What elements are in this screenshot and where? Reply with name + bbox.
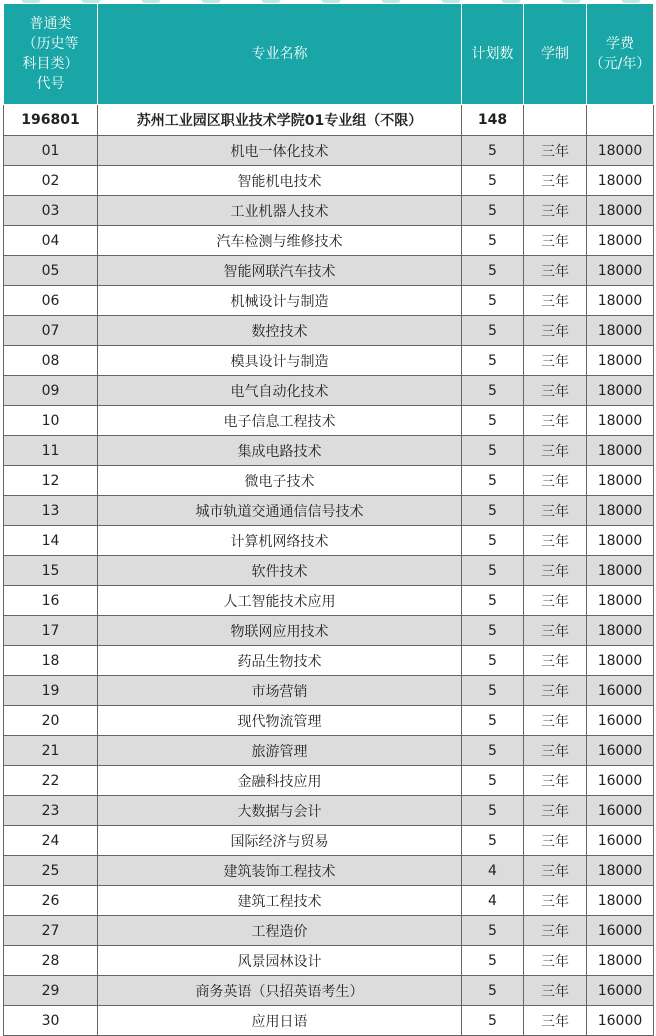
cell-fee: 18000 (587, 946, 654, 976)
cell-plan: 5 (462, 946, 524, 976)
cell-plan: 5 (462, 616, 524, 646)
cell-duration: 三年 (524, 826, 587, 856)
cell-code: 07 (4, 316, 98, 346)
cell-duration: 三年 (524, 166, 587, 196)
cell-fee: 16000 (587, 1006, 654, 1036)
cell-fee: 18000 (587, 166, 654, 196)
cell-name: 汽车检测与维修技术 (98, 226, 462, 256)
cell-duration: 三年 (524, 706, 587, 736)
cell-code: 18 (4, 646, 98, 676)
cell-duration: 三年 (524, 796, 587, 826)
table-row (4, 616, 654, 646)
cell-name: 电气自动化技术 (98, 376, 462, 406)
table-row (4, 436, 654, 466)
cell-fee: 18000 (587, 256, 654, 286)
cell-plan: 5 (462, 376, 524, 406)
cell-fee: 18000 (587, 586, 654, 616)
cell-plan: 5 (462, 316, 524, 346)
table-row (4, 796, 654, 826)
cell-code: 27 (4, 916, 98, 946)
table-row (4, 166, 654, 196)
cell-duration: 三年 (524, 466, 587, 496)
table-row (4, 856, 654, 886)
cell-plan: 4 (462, 886, 524, 916)
cell-duration: 三年 (524, 136, 587, 166)
group-duration (524, 105, 587, 136)
cell-name: 商务英语（只招英语考生） (98, 976, 462, 1006)
cell-plan: 5 (462, 796, 524, 826)
table-row (4, 946, 654, 976)
cell-plan: 5 (462, 826, 524, 856)
cell-name: 建筑装饰工程技术 (98, 856, 462, 886)
table-row (4, 886, 654, 916)
cell-plan: 5 (462, 526, 524, 556)
cell-duration: 三年 (524, 406, 587, 436)
cell-plan: 5 (462, 586, 524, 616)
cell-plan: 5 (462, 406, 524, 436)
cell-name: 人工智能技术应用 (98, 586, 462, 616)
cell-name: 物联网应用技术 (98, 616, 462, 646)
cell-duration: 三年 (524, 946, 587, 976)
cell-name: 旅游管理 (98, 736, 462, 766)
cell-code: 08 (4, 346, 98, 376)
cell-code: 24 (4, 826, 98, 856)
cell-fee: 18000 (587, 226, 654, 256)
cell-plan: 5 (462, 286, 524, 316)
cell-code: 28 (4, 946, 98, 976)
group-plan: 148 (462, 105, 524, 136)
cell-duration: 三年 (524, 196, 587, 226)
table-row (4, 526, 654, 556)
table-row (4, 1006, 654, 1036)
cell-code: 12 (4, 466, 98, 496)
cell-code: 25 (4, 856, 98, 886)
cell-plan: 5 (462, 916, 524, 946)
cell-duration: 三年 (524, 496, 587, 526)
cell-code: 13 (4, 496, 98, 526)
cell-name: 机械设计与制造 (98, 286, 462, 316)
table-row (4, 316, 654, 346)
cell-code: 02 (4, 166, 98, 196)
cell-plan: 5 (462, 676, 524, 706)
table-row (4, 916, 654, 946)
cell-name: 工业机器人技术 (98, 196, 462, 226)
table-row (4, 256, 654, 286)
cell-duration: 三年 (524, 916, 587, 946)
header-name: 专业名称 (98, 4, 462, 105)
cell-name: 金融科技应用 (98, 766, 462, 796)
cell-duration: 三年 (524, 646, 587, 676)
cell-name: 智能网联汽车技术 (98, 256, 462, 286)
cell-fee: 18000 (587, 316, 654, 346)
cell-fee: 18000 (587, 466, 654, 496)
table-row (4, 826, 654, 856)
cell-name: 智能机电技术 (98, 166, 462, 196)
cell-name: 药品生物技术 (98, 646, 462, 676)
cell-code: 23 (4, 796, 98, 826)
cell-fee: 18000 (587, 436, 654, 466)
cell-fee: 18000 (587, 556, 654, 586)
cell-duration: 三年 (524, 556, 587, 586)
cell-plan: 5 (462, 736, 524, 766)
cell-plan: 5 (462, 976, 524, 1006)
cell-plan: 5 (462, 646, 524, 676)
cell-plan: 5 (462, 436, 524, 466)
cell-name: 工程造价 (98, 916, 462, 946)
group-fee (587, 105, 654, 136)
header-duration: 学制 (524, 4, 587, 105)
cell-fee: 18000 (587, 286, 654, 316)
cell-name: 机电一体化技术 (98, 136, 462, 166)
cell-duration: 三年 (524, 346, 587, 376)
cell-code: 29 (4, 976, 98, 1006)
table-row (4, 976, 654, 1006)
cell-duration: 三年 (524, 586, 587, 616)
table-row (4, 406, 654, 436)
cell-plan: 5 (462, 496, 524, 526)
cell-name: 集成电路技术 (98, 436, 462, 466)
table-row (4, 586, 654, 616)
cell-duration: 三年 (524, 316, 587, 346)
cell-duration: 三年 (524, 376, 587, 406)
majors-table (3, 3, 654, 1036)
header-code-label: 普通类 （历史等 科目类） 代号 (22, 16, 79, 92)
cell-fee: 18000 (587, 346, 654, 376)
cell-plan: 5 (462, 196, 524, 226)
cell-fee: 18000 (587, 406, 654, 436)
table-row (4, 676, 654, 706)
header-plan: 计划数 (462, 4, 524, 105)
header-row (4, 4, 654, 105)
cell-code: 05 (4, 256, 98, 286)
cell-code: 30 (4, 1006, 98, 1036)
cell-name: 软件技术 (98, 556, 462, 586)
table-row (4, 196, 654, 226)
table-row (4, 646, 654, 676)
cell-code: 17 (4, 616, 98, 646)
table-row (4, 706, 654, 736)
cell-code: 04 (4, 226, 98, 256)
table-row (4, 136, 654, 166)
group-code: 196801 (4, 105, 98, 136)
cell-name: 城市轨道交通通信信号技术 (98, 496, 462, 526)
cell-fee: 18000 (587, 196, 654, 226)
cell-fee: 16000 (587, 736, 654, 766)
table-row (4, 556, 654, 586)
cell-code: 14 (4, 526, 98, 556)
table-row (4, 466, 654, 496)
group-row (4, 105, 654, 136)
cell-fee: 18000 (587, 496, 654, 526)
table-row (4, 766, 654, 796)
cell-name: 微电子技术 (98, 466, 462, 496)
cell-duration: 三年 (524, 1006, 587, 1036)
table-row (4, 286, 654, 316)
cell-name: 市场营销 (98, 676, 462, 706)
cell-fee: 16000 (587, 796, 654, 826)
cell-name: 计算机网络技术 (98, 526, 462, 556)
cell-code: 26 (4, 886, 98, 916)
cell-plan: 5 (462, 346, 524, 376)
cell-duration: 三年 (524, 226, 587, 256)
table-row (4, 736, 654, 766)
cell-code: 10 (4, 406, 98, 436)
cell-code: 20 (4, 706, 98, 736)
table-row (4, 226, 654, 256)
cell-fee: 16000 (587, 766, 654, 796)
cell-duration: 三年 (524, 856, 587, 886)
header-code (4, 4, 98, 105)
cell-duration: 三年 (524, 976, 587, 1006)
cell-duration: 三年 (524, 256, 587, 286)
cell-code: 21 (4, 736, 98, 766)
cell-code: 09 (4, 376, 98, 406)
cell-plan: 5 (462, 136, 524, 166)
cell-name: 电子信息工程技术 (98, 406, 462, 436)
cell-fee: 16000 (587, 976, 654, 1006)
cell-duration: 三年 (524, 886, 587, 916)
cell-name: 大数据与会计 (98, 796, 462, 826)
cell-fee: 18000 (587, 616, 654, 646)
cell-code: 11 (4, 436, 98, 466)
cell-plan: 5 (462, 166, 524, 196)
cell-code: 19 (4, 676, 98, 706)
cell-fee: 16000 (587, 916, 654, 946)
cell-duration: 三年 (524, 526, 587, 556)
cell-plan: 5 (462, 706, 524, 736)
cell-plan: 5 (462, 226, 524, 256)
cell-fee: 18000 (587, 646, 654, 676)
cell-code: 01 (4, 136, 98, 166)
cell-fee: 16000 (587, 676, 654, 706)
cell-code: 03 (4, 196, 98, 226)
cell-code: 16 (4, 586, 98, 616)
header-fee-label: 学费 （元/年） (589, 36, 651, 72)
cell-name: 建筑工程技术 (98, 886, 462, 916)
cell-fee: 18000 (587, 856, 654, 886)
cell-fee: 18000 (587, 136, 654, 166)
cell-fee: 16000 (587, 826, 654, 856)
cell-name: 数控技术 (98, 316, 462, 346)
table-row (4, 346, 654, 376)
cell-fee: 18000 (587, 526, 654, 556)
group-name: 苏州工业园区职业技术学院01专业组（不限） (98, 105, 462, 136)
cell-code: 15 (4, 556, 98, 586)
cell-code: 22 (4, 766, 98, 796)
cell-code: 06 (4, 286, 98, 316)
table-row (4, 496, 654, 526)
cell-plan: 5 (462, 256, 524, 286)
cell-name: 国际经济与贸易 (98, 826, 462, 856)
cell-duration: 三年 (524, 286, 587, 316)
cell-plan: 5 (462, 556, 524, 586)
cell-name: 模具设计与制造 (98, 346, 462, 376)
header-fee (587, 4, 654, 105)
cell-duration: 三年 (524, 616, 587, 646)
cell-plan: 5 (462, 466, 524, 496)
cell-duration: 三年 (524, 766, 587, 796)
cell-fee: 16000 (587, 706, 654, 736)
cell-duration: 三年 (524, 676, 587, 706)
cell-plan: 5 (462, 766, 524, 796)
table-row (4, 376, 654, 406)
cell-plan: 4 (462, 856, 524, 886)
cell-duration: 三年 (524, 436, 587, 466)
cell-duration: 三年 (524, 736, 587, 766)
cell-name: 应用日语 (98, 1006, 462, 1036)
cell-name: 现代物流管理 (98, 706, 462, 736)
cell-name: 风景园林设计 (98, 946, 462, 976)
cell-fee: 18000 (587, 376, 654, 406)
cell-plan: 5 (462, 1006, 524, 1036)
cell-fee: 18000 (587, 886, 654, 916)
